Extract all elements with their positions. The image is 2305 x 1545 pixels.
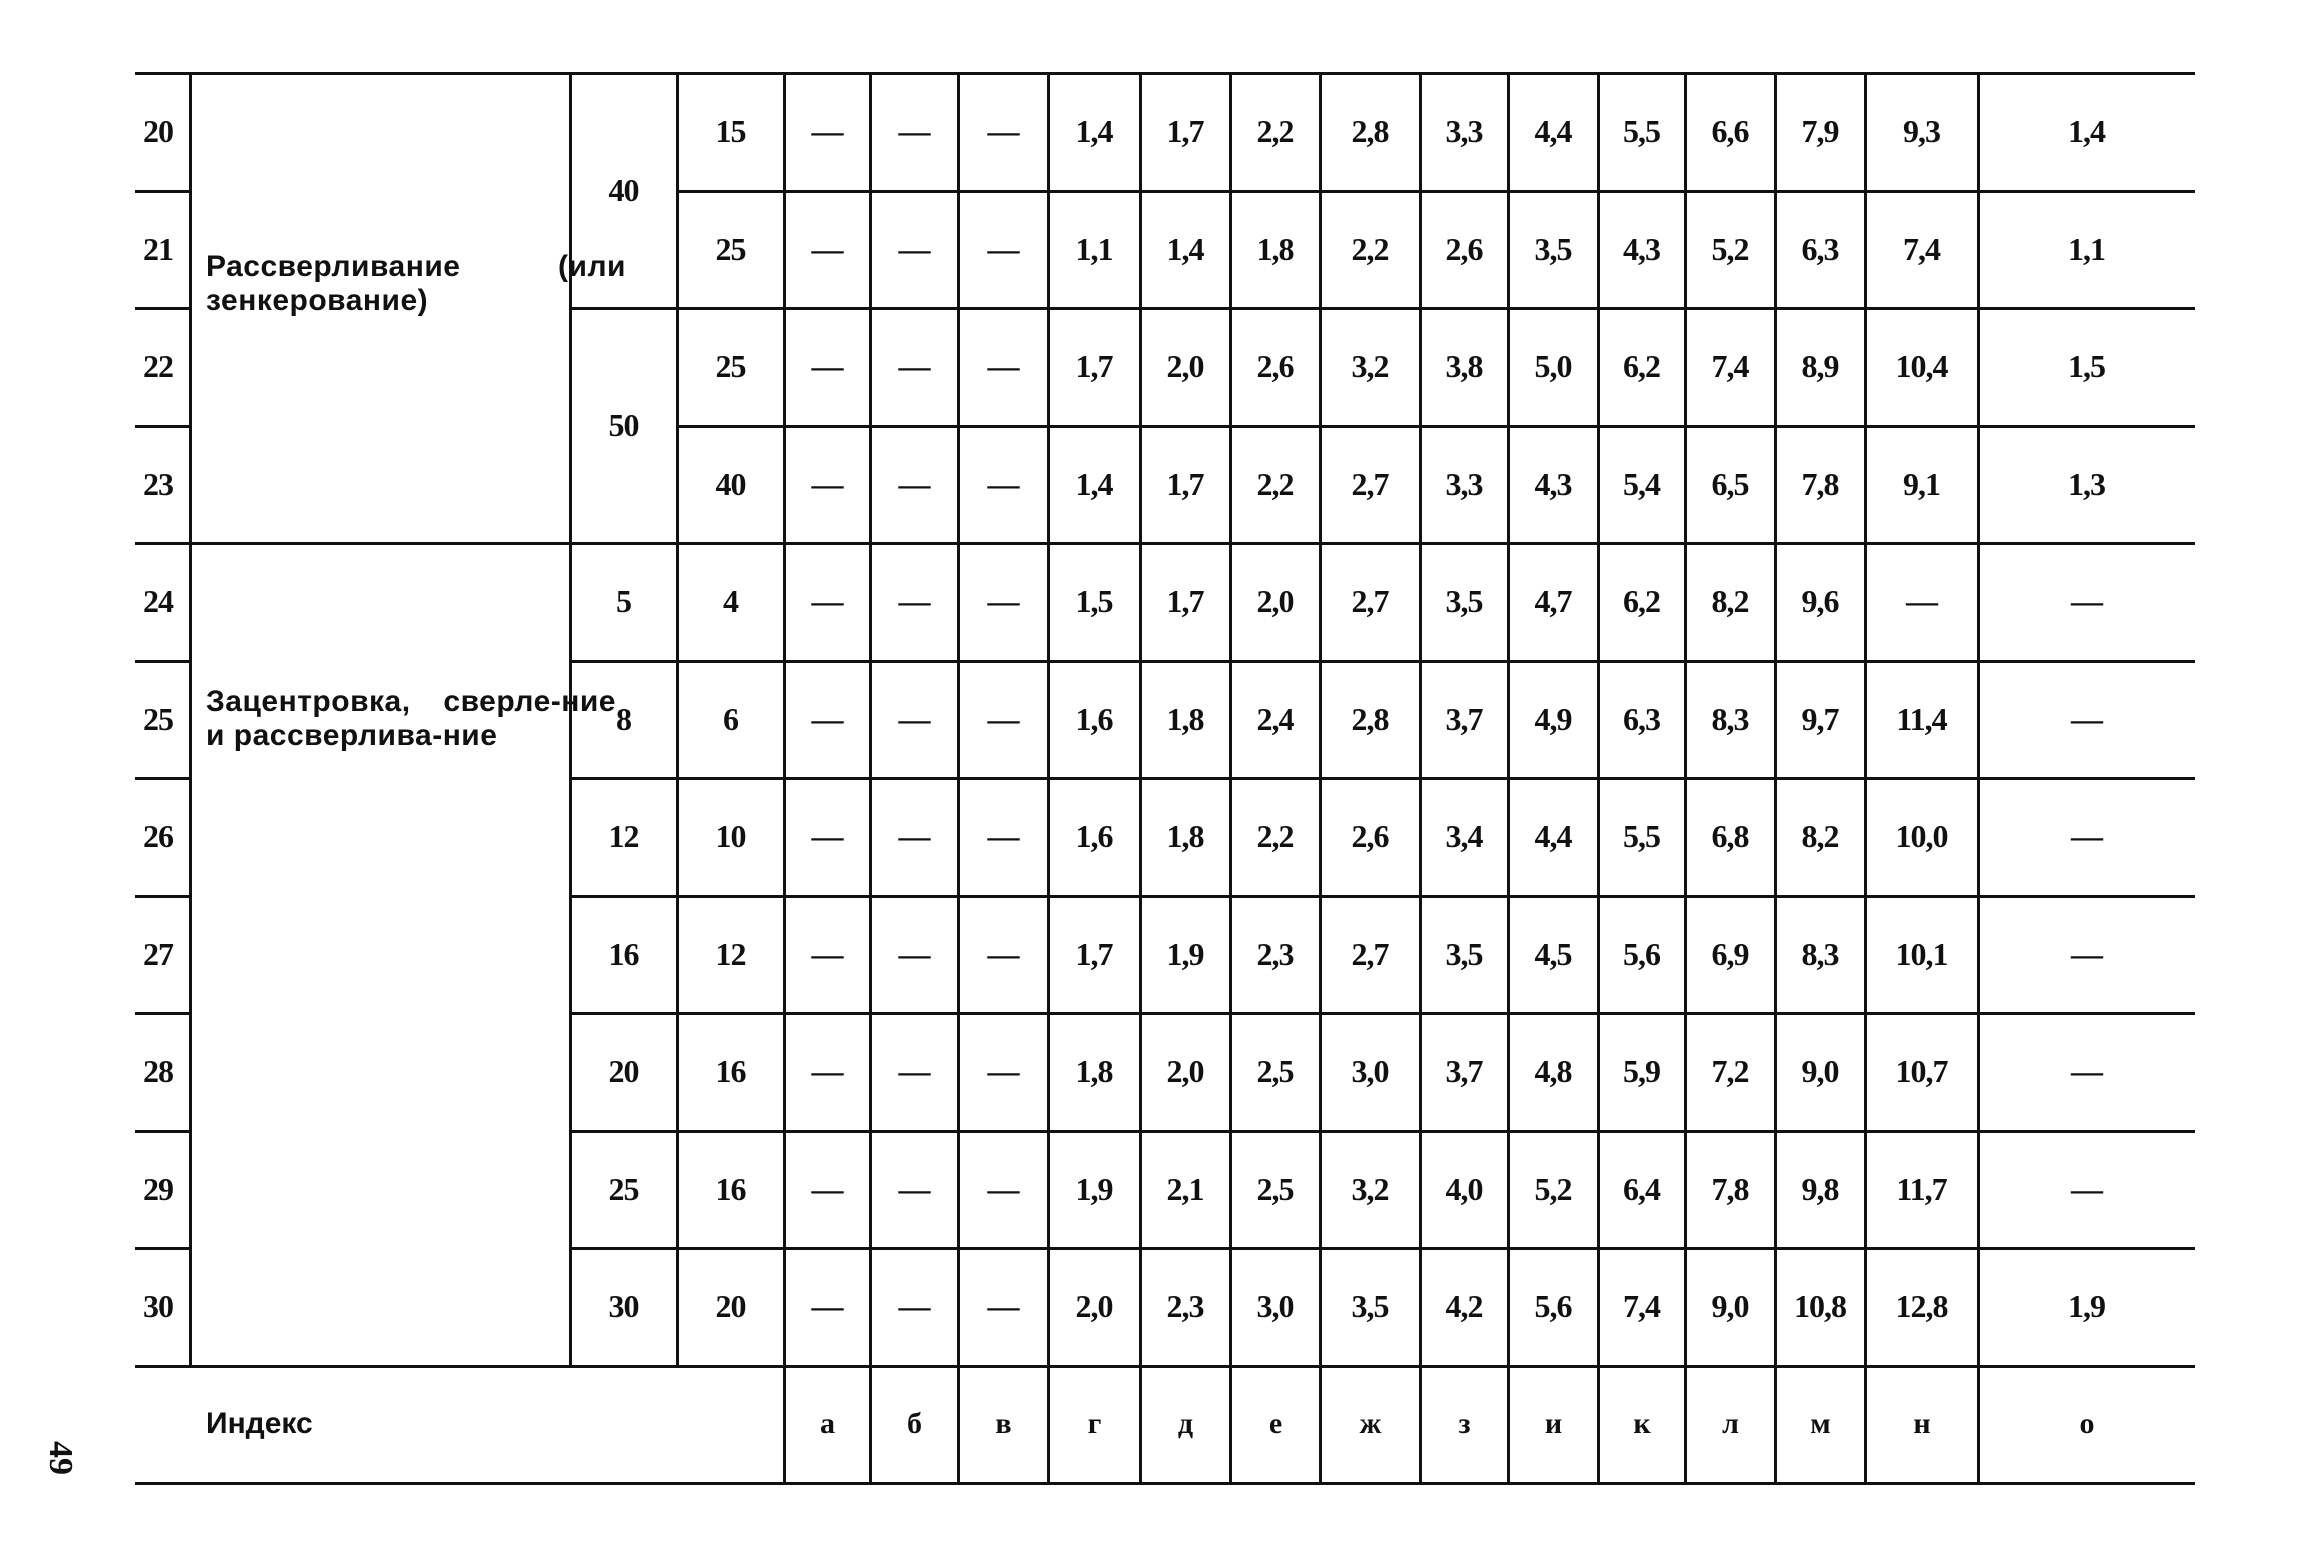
time-norm-value: 1,8 bbox=[1256, 230, 1294, 267]
time-norm-value: 2,2 bbox=[1256, 113, 1294, 150]
time-norm-value: 9,1 bbox=[1903, 465, 1940, 502]
time-norm-value: — bbox=[898, 1288, 930, 1325]
index-letter: з bbox=[1458, 1407, 1470, 1441]
time-norm-value: — bbox=[987, 818, 1019, 855]
time-norm-value: 3,0 bbox=[1351, 1053, 1389, 1090]
time-norm-value: 4,9 bbox=[1534, 700, 1572, 737]
depth-value: 10 bbox=[715, 818, 746, 855]
time-norm-value: 2,6 bbox=[1445, 230, 1483, 267]
diameter-merged-value: 50 bbox=[608, 407, 639, 443]
time-norm-value: 1,8 bbox=[1166, 700, 1204, 737]
row-number: 23 bbox=[143, 465, 173, 502]
time-norm-value: 5,0 bbox=[1534, 348, 1572, 385]
diameter-value: 30 bbox=[608, 1288, 639, 1325]
time-norm-value: 5,9 bbox=[1623, 1053, 1660, 1090]
time-norm-value: 4,3 bbox=[1623, 230, 1660, 267]
row-number: 30 bbox=[143, 1288, 173, 1325]
time-norm-value: 2,7 bbox=[1351, 935, 1389, 972]
time-norm-value: — bbox=[898, 465, 930, 502]
time-norm-value: 8,9 bbox=[1801, 348, 1839, 385]
time-norm-value: 4,5 bbox=[1534, 935, 1572, 972]
time-norm-value: 10,8 bbox=[1794, 1288, 1846, 1325]
time-norm-value: — bbox=[811, 113, 843, 150]
index-letter: в bbox=[995, 1407, 1011, 1441]
time-norm-value: 6,9 bbox=[1711, 935, 1749, 972]
depth-value: 25 bbox=[715, 230, 746, 267]
time-norm-value: 4,8 bbox=[1534, 1053, 1572, 1090]
time-norm-value: 3,0 bbox=[1256, 1288, 1294, 1325]
time-norm-value: — bbox=[898, 1053, 930, 1090]
time-norm-value: 2,2 bbox=[1351, 230, 1389, 267]
row-number: 26 bbox=[143, 818, 173, 855]
time-norm-value: 1,4 bbox=[2068, 113, 2105, 150]
row-number: 29 bbox=[143, 1170, 173, 1207]
time-norm-value: — bbox=[2071, 1170, 2102, 1207]
time-norm-value: — bbox=[1906, 583, 1937, 620]
time-norm-value: 5,5 bbox=[1623, 818, 1660, 855]
time-norm-value: 4,7 bbox=[1534, 583, 1572, 620]
time-norm-value: 2,2 bbox=[1256, 465, 1294, 502]
diameter-value: 25 bbox=[608, 1170, 639, 1207]
time-norm-value: — bbox=[2071, 935, 2102, 972]
time-norm-value: 2,8 bbox=[1351, 700, 1389, 737]
index-label: Индекс bbox=[206, 1407, 313, 1441]
index-letter: е bbox=[1268, 1407, 1282, 1441]
index-letter: ж bbox=[1359, 1407, 1381, 1441]
time-norm-value: 1,7 bbox=[1166, 465, 1204, 502]
time-norm-value: 3,5 bbox=[1534, 230, 1572, 267]
operation-name: Рассверливание (или зенкерование) bbox=[206, 250, 626, 317]
time-norm-value: — bbox=[811, 583, 843, 620]
time-norm-value: 1,6 bbox=[1075, 700, 1113, 737]
time-norm-value: 3,3 bbox=[1445, 465, 1483, 502]
depth-value: 25 bbox=[715, 348, 746, 385]
depth-value: 40 bbox=[715, 465, 746, 502]
time-norm-value: 9,6 bbox=[1801, 583, 1839, 620]
time-norm-value: 8,3 bbox=[1801, 935, 1839, 972]
index-letter: а bbox=[820, 1407, 834, 1441]
time-norm-value: 2,0 bbox=[1166, 348, 1204, 385]
diameter-merged-value: 40 bbox=[608, 172, 639, 208]
row-number: 25 bbox=[143, 700, 173, 737]
time-norm-value: 6,8 bbox=[1711, 818, 1749, 855]
time-norm-value: — bbox=[987, 1170, 1019, 1207]
operation-name: Зацентровка, сверле-ние и рассверлива-ние bbox=[206, 685, 616, 752]
index-letter: к bbox=[1633, 1407, 1650, 1441]
time-norm-value: — bbox=[811, 700, 843, 737]
time-norm-value: 4,0 bbox=[1445, 1170, 1483, 1207]
index-letter: б bbox=[907, 1407, 921, 1441]
time-norm-value: 1,9 bbox=[1166, 935, 1204, 972]
time-norm-value: 2,6 bbox=[1351, 818, 1389, 855]
time-norm-value: — bbox=[811, 230, 843, 267]
time-norm-value: 4,4 bbox=[1534, 113, 1572, 150]
row-number: 27 bbox=[143, 935, 173, 972]
time-norm-value: 6,2 bbox=[1623, 348, 1660, 385]
time-norm-value: — bbox=[898, 230, 930, 267]
depth-value: 20 bbox=[715, 1288, 746, 1325]
time-norm-value: 3,7 bbox=[1445, 700, 1483, 737]
time-norm-value: 9,8 bbox=[1801, 1170, 1839, 1207]
time-norm-value: 4,2 bbox=[1445, 1288, 1483, 1325]
time-norm-value: — bbox=[898, 348, 930, 385]
index-letter: г bbox=[1087, 1407, 1101, 1441]
time-norm-value: — bbox=[811, 1288, 843, 1325]
time-norm-value: 1,3 bbox=[2068, 465, 2105, 502]
depth-value: 15 bbox=[715, 113, 746, 150]
depth-value: 12 bbox=[715, 935, 746, 972]
time-norm-value: 1,5 bbox=[1075, 583, 1113, 620]
time-norm-value: 10,1 bbox=[1895, 935, 1948, 972]
depth-value: 6 bbox=[723, 700, 738, 737]
time-norm-value: 3,3 bbox=[1445, 113, 1483, 150]
time-norm-value: 1,1 bbox=[2068, 230, 2105, 267]
row-number: 20 bbox=[143, 113, 173, 150]
time-norm-value: 6,3 bbox=[1801, 230, 1839, 267]
time-norm-value: — bbox=[987, 230, 1019, 267]
time-norm-value: 11,4 bbox=[1896, 700, 1947, 737]
index-letter: и bbox=[1544, 1407, 1562, 1441]
time-norm-value: — bbox=[2071, 1053, 2102, 1090]
time-norm-value: 2,3 bbox=[1256, 935, 1294, 972]
time-norm-value: — bbox=[898, 1170, 930, 1207]
time-norm-value: 2,4 bbox=[1256, 700, 1294, 737]
diameter-value: 20 bbox=[608, 1053, 639, 1090]
time-norm-value: 12,8 bbox=[1895, 1288, 1948, 1325]
time-norm-value: 6,2 bbox=[1623, 583, 1660, 620]
time-norm-value: 2,3 bbox=[1166, 1288, 1204, 1325]
time-norm-value: 2,5 bbox=[1256, 1053, 1294, 1090]
time-norm-value: 2,1 bbox=[1166, 1170, 1204, 1207]
row-number: 24 bbox=[143, 583, 173, 620]
time-norm-value: 9,0 bbox=[1801, 1053, 1839, 1090]
time-norm-value: 9,0 bbox=[1711, 1288, 1749, 1325]
time-norm-value: 5,2 bbox=[1534, 1170, 1572, 1207]
time-norm-value: 1,8 bbox=[1166, 818, 1204, 855]
time-norm-value: 10,0 bbox=[1895, 818, 1948, 855]
diameter-value: 16 bbox=[608, 935, 639, 972]
time-norm-value: — bbox=[987, 113, 1019, 150]
time-norm-value: 1,7 bbox=[1075, 348, 1113, 385]
row-number: 21 bbox=[143, 230, 173, 267]
time-norm-value: 7,2 bbox=[1711, 1053, 1749, 1090]
time-norm-value: 3,2 bbox=[1351, 1170, 1389, 1207]
time-norm-value: — bbox=[811, 1170, 843, 1207]
index-letter: л bbox=[1722, 1407, 1738, 1441]
time-norm-value: — bbox=[811, 465, 843, 502]
time-norm-value: 5,4 bbox=[1623, 465, 1660, 502]
time-norm-value: 7,9 bbox=[1801, 113, 1839, 150]
time-norm-value: — bbox=[898, 583, 930, 620]
time-norm-value: 3,5 bbox=[1445, 583, 1483, 620]
depth-value: 16 bbox=[715, 1170, 746, 1207]
diameter-value: 12 bbox=[608, 818, 639, 855]
time-norm-value: 1,5 bbox=[2068, 348, 2105, 385]
time-norm-value: 5,5 bbox=[1623, 113, 1660, 150]
time-norm-value: — bbox=[811, 818, 843, 855]
time-norm-value: 2,2 bbox=[1256, 818, 1294, 855]
time-norm-value: 3,7 bbox=[1445, 1053, 1483, 1090]
time-norm-value: 2,6 bbox=[1256, 348, 1294, 385]
time-norm-value: 7,8 bbox=[1801, 465, 1839, 502]
time-norm-value: 2,0 bbox=[1075, 1288, 1113, 1325]
time-norm-value: — bbox=[2071, 583, 2102, 620]
time-norm-value: 7,4 bbox=[1903, 230, 1940, 267]
time-norm-value: 1,7 bbox=[1075, 935, 1113, 972]
time-norm-value: 6,3 bbox=[1623, 700, 1660, 737]
time-norm-value: 5,2 bbox=[1711, 230, 1749, 267]
time-norm-value: 3,8 bbox=[1445, 348, 1483, 385]
time-norm-value: — bbox=[2071, 818, 2102, 855]
index-letter: н bbox=[1913, 1407, 1930, 1441]
time-norm-value: 10,4 bbox=[1895, 348, 1948, 385]
time-norm-value: 5,6 bbox=[1623, 935, 1660, 972]
time-norm-value: — bbox=[987, 1053, 1019, 1090]
time-norm-value: 11,7 bbox=[1896, 1170, 1947, 1207]
time-norm-value: 1,7 bbox=[1166, 583, 1204, 620]
time-norm-value: 9,7 bbox=[1801, 700, 1839, 737]
time-norm-value: 3,5 bbox=[1351, 1288, 1389, 1325]
time-norm-value: — bbox=[898, 935, 930, 972]
time-norm-value: 6,4 bbox=[1623, 1170, 1660, 1207]
time-norm-value: 1,9 bbox=[2068, 1288, 2105, 1325]
time-norm-value: — bbox=[987, 583, 1019, 620]
time-norm-value: — bbox=[987, 935, 1019, 972]
time-norm-value: 6,6 bbox=[1711, 113, 1749, 150]
time-norm-value: — bbox=[811, 348, 843, 385]
row-number: 28 bbox=[143, 1053, 173, 1090]
index-letter: о bbox=[2079, 1407, 2094, 1441]
time-norm-value: 2,0 bbox=[1166, 1053, 1204, 1090]
time-norm-value: 8,3 bbox=[1711, 700, 1749, 737]
time-norm-value: 8,2 bbox=[1711, 583, 1749, 620]
time-norm-value: — bbox=[987, 1288, 1019, 1325]
time-norm-value: 1,6 bbox=[1075, 818, 1113, 855]
row-number: 22 bbox=[143, 348, 173, 385]
time-norm-value: 7,8 bbox=[1711, 1170, 1749, 1207]
depth-value: 4 bbox=[723, 583, 738, 620]
diameter-value: 8 bbox=[616, 700, 631, 737]
time-norm-value: 3,2 bbox=[1351, 348, 1389, 385]
time-norm-value: 2,8 bbox=[1351, 113, 1389, 150]
time-norm-value: — bbox=[987, 465, 1019, 502]
time-norm-value: — bbox=[811, 935, 843, 972]
diameter-value: 5 bbox=[616, 583, 631, 620]
time-norm-value: — bbox=[811, 1053, 843, 1090]
time-norm-value: 5,6 bbox=[1534, 1288, 1572, 1325]
time-norm-value: 1,9 bbox=[1075, 1170, 1113, 1207]
time-norm-value: 2,5 bbox=[1256, 1170, 1294, 1207]
index-letter: м bbox=[1810, 1407, 1830, 1441]
time-norm-value: 9,3 bbox=[1903, 113, 1940, 150]
time-norm-value: 2,0 bbox=[1256, 583, 1294, 620]
time-norm-value: 6,5 bbox=[1711, 465, 1749, 502]
time-norm-value: 1,8 bbox=[1075, 1053, 1113, 1090]
time-norm-value: 7,4 bbox=[1711, 348, 1749, 385]
time-norm-value: — bbox=[898, 818, 930, 855]
time-norm-value: — bbox=[2071, 700, 2102, 737]
time-norm-value: 4,3 bbox=[1534, 465, 1572, 502]
depth-value: 16 bbox=[715, 1053, 746, 1090]
time-norm-value: — bbox=[987, 348, 1019, 385]
time-norm-value: 1,7 bbox=[1166, 113, 1204, 150]
time-norm-value: 8,2 bbox=[1801, 818, 1839, 855]
time-norm-value: 2,7 bbox=[1351, 583, 1389, 620]
time-norm-value: 3,4 bbox=[1445, 818, 1483, 855]
time-norm-value: 1,4 bbox=[1075, 465, 1113, 502]
index-letter: д bbox=[1177, 1407, 1193, 1441]
time-norm-value: 7,4 bbox=[1623, 1288, 1660, 1325]
time-norm-value: 4,4 bbox=[1534, 818, 1572, 855]
time-norm-value: 2,7 bbox=[1351, 465, 1389, 502]
page-number: 49 bbox=[42, 1441, 79, 1475]
time-norm-value: 1,4 bbox=[1075, 113, 1113, 150]
time-norm-value: — bbox=[898, 113, 930, 150]
time-norm-value: 1,1 bbox=[1075, 230, 1113, 267]
time-norm-value: 1,4 bbox=[1166, 230, 1204, 267]
time-norm-value: 10,7 bbox=[1895, 1053, 1948, 1090]
time-norm-value: — bbox=[987, 700, 1019, 737]
time-norm-value: — bbox=[898, 700, 930, 737]
time-norm-value: 3,5 bbox=[1445, 935, 1483, 972]
